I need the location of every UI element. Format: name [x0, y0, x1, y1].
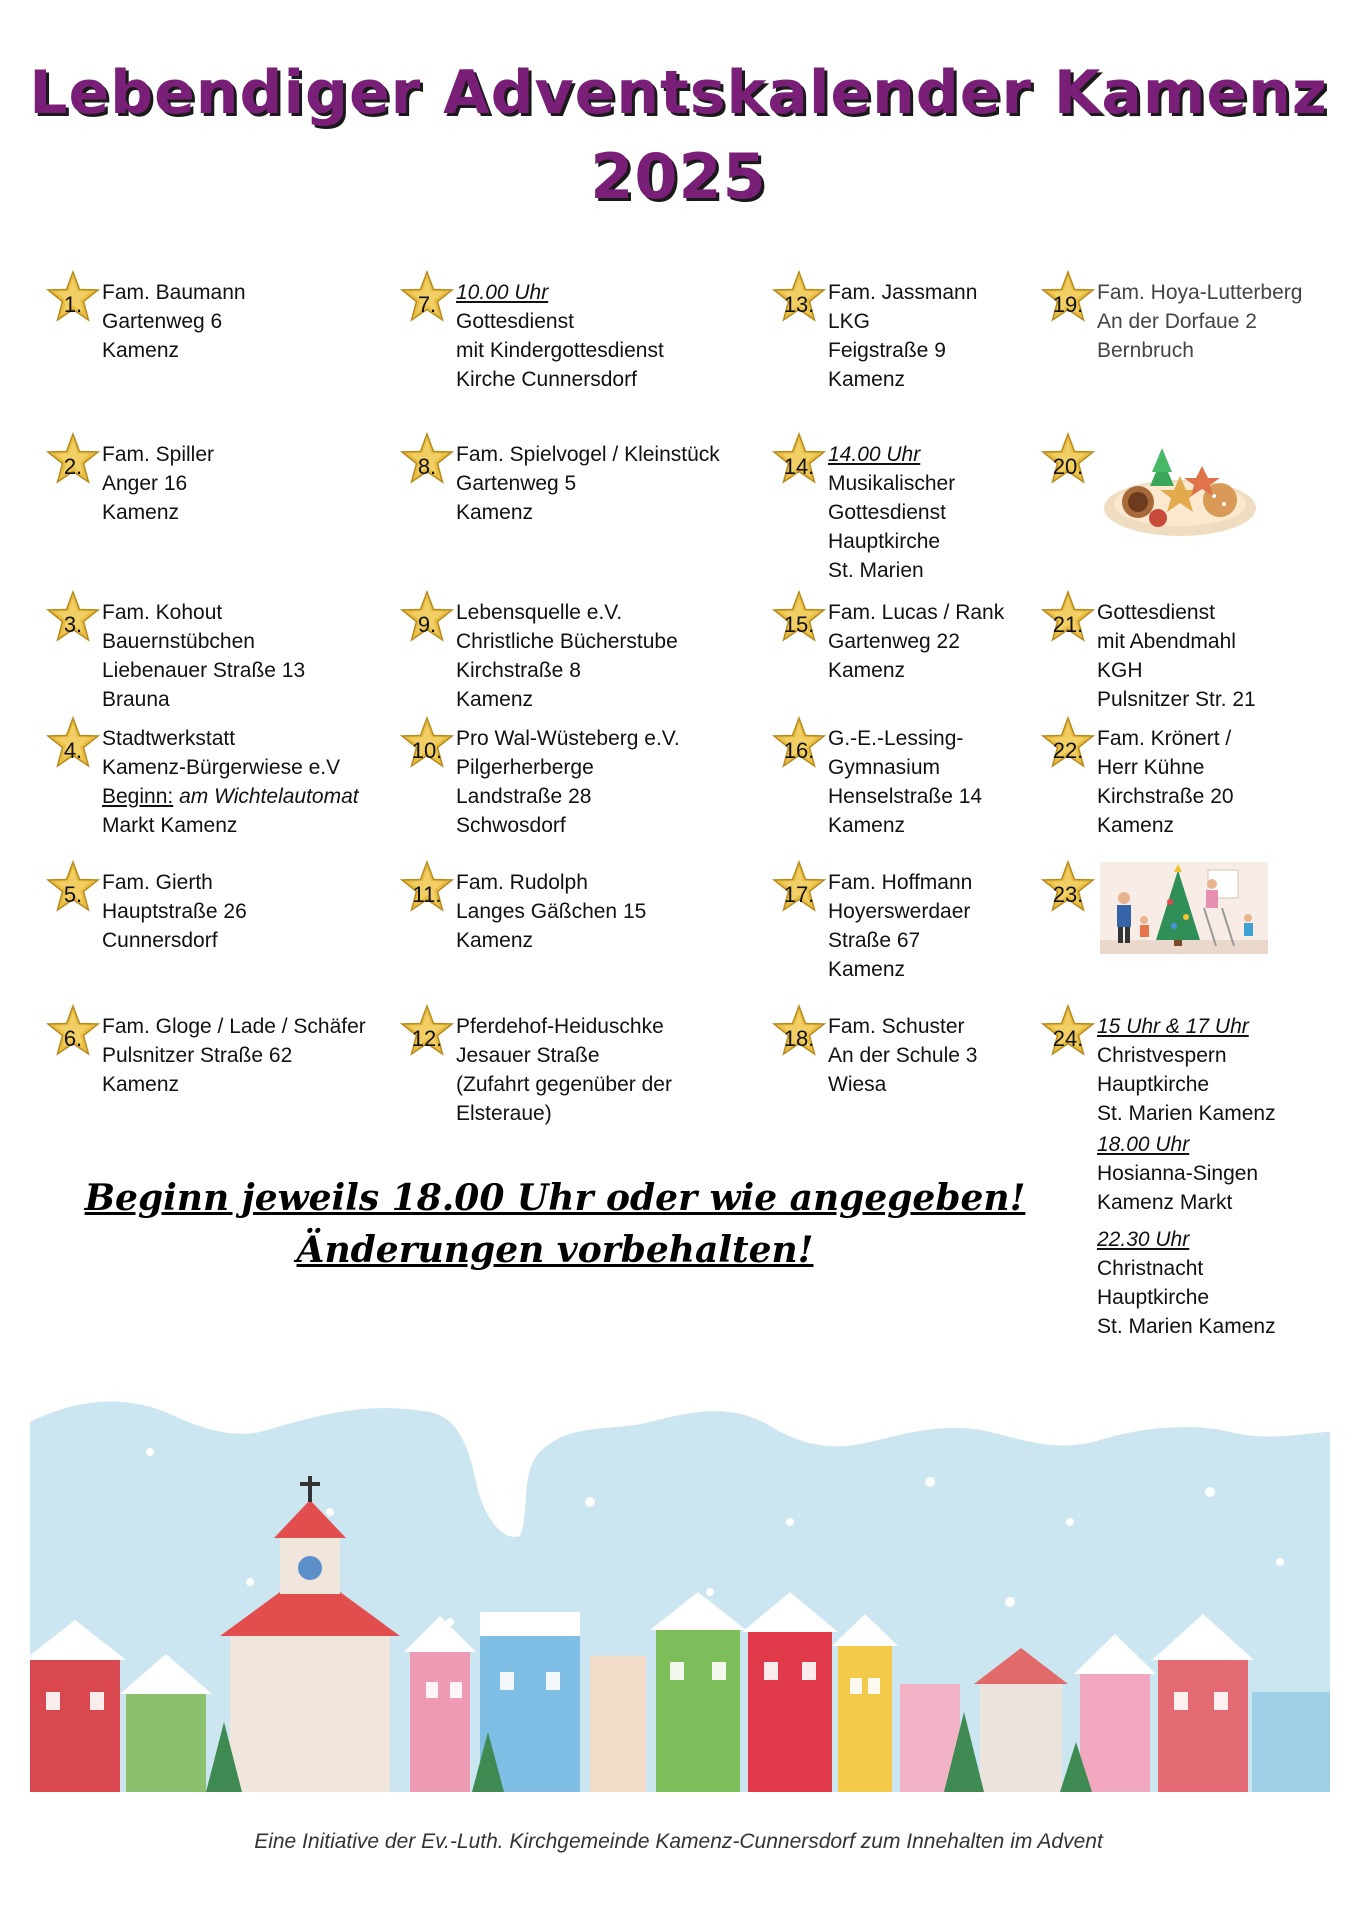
entry-line: Brauna [102, 688, 170, 711]
day-number: 23. [1052, 882, 1084, 907]
entry-line: Cunnersdorf [102, 929, 218, 952]
entry-line: Liebenauer Straße 13 [102, 659, 306, 682]
entry-line: Hosianna-Singen [1097, 1162, 1259, 1185]
day-number: 13. [783, 292, 815, 317]
entry-line: G.-E.-Lessing- [828, 727, 964, 750]
day-number: 8. [417, 454, 437, 479]
day-number: 18. [783, 1026, 815, 1051]
entry-line: Fam. Spiller [102, 443, 215, 466]
entry-line: Elsteraue) [456, 1102, 552, 1125]
day-number: 3. [63, 612, 83, 637]
entry-line: Kamenz [456, 501, 534, 524]
entry-line: Pro Wal-Wüsteberg e.V. [456, 727, 680, 750]
entry-line: mit Kindergottesdienst [456, 339, 664, 362]
entry-line: Fam. Gierth [102, 871, 213, 894]
day-number: 22. [1052, 738, 1084, 763]
entry-line: Kirchstraße 20 [1097, 785, 1234, 808]
notice [0, 1172, 1110, 1276]
entry-line: Kirchstraße 8 [456, 659, 581, 682]
entry-line: Gartenweg 22 [828, 630, 960, 653]
day-number: 17. [783, 882, 815, 907]
notice-line-2: Änderungen vorbehalten! [296, 1229, 814, 1271]
entry-line: (Zufahrt gegenüber der [456, 1073, 672, 1096]
entry-line: Kamenz [456, 688, 534, 711]
day-number: 20. [1052, 454, 1084, 479]
entry-line: Herr Kühne [1097, 756, 1205, 779]
day-number: 14. [783, 454, 815, 479]
entry-line: Kamenz [828, 958, 906, 981]
entry-line: Kirche Cunnersdorf [456, 368, 637, 391]
entry-line: Hoyerswerdaer [828, 900, 971, 923]
entry-line: Gymnasium [828, 756, 941, 779]
entry-line: St. Marien Kamenz [1097, 1315, 1276, 1338]
entry-line: Hauptstraße 26 [102, 900, 247, 923]
day-number: 1. [63, 292, 83, 317]
entry-line: Christnacht [1097, 1257, 1204, 1280]
day-number: 5. [63, 882, 83, 907]
entry-line: Fam. Spielvogel / Kleinstück [456, 443, 720, 466]
entry-line: Bauernstübchen [102, 630, 255, 653]
entry-line: Gartenweg 5 [456, 472, 577, 495]
entry-line: Anger 16 [102, 472, 188, 495]
entry-line: Bernbruch [1097, 339, 1194, 362]
entry-line: An der Schule 3 [828, 1044, 978, 1067]
day-number: 10. [411, 738, 443, 763]
entry-line: Fam. Baumann [102, 281, 246, 304]
entry-line: Kamenz [828, 659, 906, 682]
entry-line: St. Marien [828, 559, 924, 582]
entry-line: Wiesa [828, 1073, 887, 1096]
entry-line: Kamenz [456, 929, 534, 952]
entry-line: Gottesdienst [828, 501, 946, 524]
entry-line: Hauptkirche [1097, 1073, 1210, 1096]
winter-village-illustration [30, 1392, 1330, 1801]
day-number: 12. [411, 1026, 443, 1051]
entry-line: Christvespern [1097, 1044, 1227, 1067]
notice-line-1: Beginn jeweils 18.00 Uhr oder wie angegeben! [84, 1177, 1026, 1219]
day-number: 15. [783, 612, 815, 637]
entry-line: Musikalischer [828, 472, 956, 495]
entry-line: Fam. Hoffmann [828, 871, 973, 894]
entry-line: Pferdehof-Heiduschke [456, 1015, 664, 1038]
day-number: 21. [1052, 612, 1084, 637]
entry-line: Hauptkirche [828, 530, 941, 553]
time-label: 14.00 Uhr [828, 443, 921, 466]
entry-line: Fam. Kohout [102, 601, 223, 624]
entry-line: Kamenz [828, 814, 906, 837]
entry-line: Beginn: am Wichtelautomat [102, 785, 359, 808]
entry-line: An der Dorfaue 2 [1097, 310, 1257, 333]
entry-line: KGH [1097, 659, 1143, 682]
day-number: 9. [417, 612, 437, 637]
time-label: 22.30 Uhr [1097, 1228, 1190, 1251]
day-number: 6. [63, 1026, 83, 1051]
family-tree-illustration [1100, 862, 1268, 959]
day-number: 24. [1052, 1026, 1084, 1051]
entry-line: Stadtwerkstatt [102, 727, 236, 750]
entry-line: Fam. Gloge / Lade / Schäfer [102, 1015, 366, 1038]
entry-line: Landstraße 28 [456, 785, 592, 808]
entry-line: St. Marien Kamenz [1097, 1102, 1276, 1125]
entry-line: Pilgerherberge [456, 756, 594, 779]
entry-line: Straße 67 [828, 929, 921, 952]
entry-line: Gottesdienst [456, 310, 574, 333]
footer-initiative: Eine Initiative der Ev.-Luth. Kirchgemeinde Kamenz-Cunnersdorf zum Innehalten im Advent [254, 1830, 1103, 1853]
time-label: 15 Uhr & 17 Uhr [1097, 1015, 1249, 1038]
day-number: 7. [417, 292, 437, 317]
entry-line: Fam. Hoya-Lutterberg [1097, 281, 1303, 304]
entry-line: Gottesdienst [1097, 601, 1215, 624]
entry-line: Fam. Lucas / Rank [828, 601, 1005, 624]
entry-line: Fam. Jassmann [828, 281, 978, 304]
cookies-plate-illustration [1100, 440, 1260, 545]
entry-line: Kamenz [1097, 814, 1175, 837]
entry-line: Langes Gäßchen 15 [456, 900, 647, 923]
page-title-year: 2025 [590, 140, 767, 213]
entry-line: Fam. Rudolph [456, 871, 588, 894]
page-title: Lebendiger Adventskalender Kamenz [29, 58, 1328, 128]
entry-line: Fam. Schuster [828, 1015, 965, 1038]
entry-line: Hauptkirche [1097, 1286, 1210, 1309]
entry-line: Markt Kamenz [102, 814, 238, 837]
entry-line: Kamenz [828, 368, 906, 391]
entry-line: LKG [828, 310, 871, 333]
entry-line: Fam. Krönert / [1097, 727, 1232, 750]
entry-line: Schwosdorf [456, 814, 566, 837]
entry-line: Gartenweg 6 [102, 310, 223, 333]
day-number: 19. [1052, 292, 1084, 317]
entry-line: Kamenz [102, 1073, 180, 1096]
entry-line: Jesauer Straße [456, 1044, 600, 1067]
time-label: 18.00 Uhr [1097, 1133, 1190, 1156]
entry-line: Henselstraße 14 [828, 785, 983, 808]
entry-line: Lebensquelle e.V. [456, 601, 623, 624]
entry-line: mit Abendmahl [1097, 630, 1236, 653]
entry-line: Christliche Bücherstube [456, 630, 678, 653]
entry-line: Kamenz Markt [1097, 1191, 1233, 1214]
entry-line: Kamenz [102, 501, 180, 524]
day-number: 11. [412, 882, 442, 907]
entry-line: Pulsnitzer Str. 21 [1097, 688, 1256, 711]
day-number: 4. [63, 738, 83, 763]
entry-line: Feigstraße 9 [828, 339, 946, 362]
time-label: 10.00 Uhr [456, 281, 549, 304]
day-number: 2. [63, 454, 83, 479]
entry-line: Kamenz [102, 339, 180, 362]
entry-line: Pulsnitzer Straße 62 [102, 1044, 293, 1067]
day-number: 16. [783, 738, 815, 763]
entry-line: Kamenz-Bürgerwiese e.V [102, 756, 341, 779]
